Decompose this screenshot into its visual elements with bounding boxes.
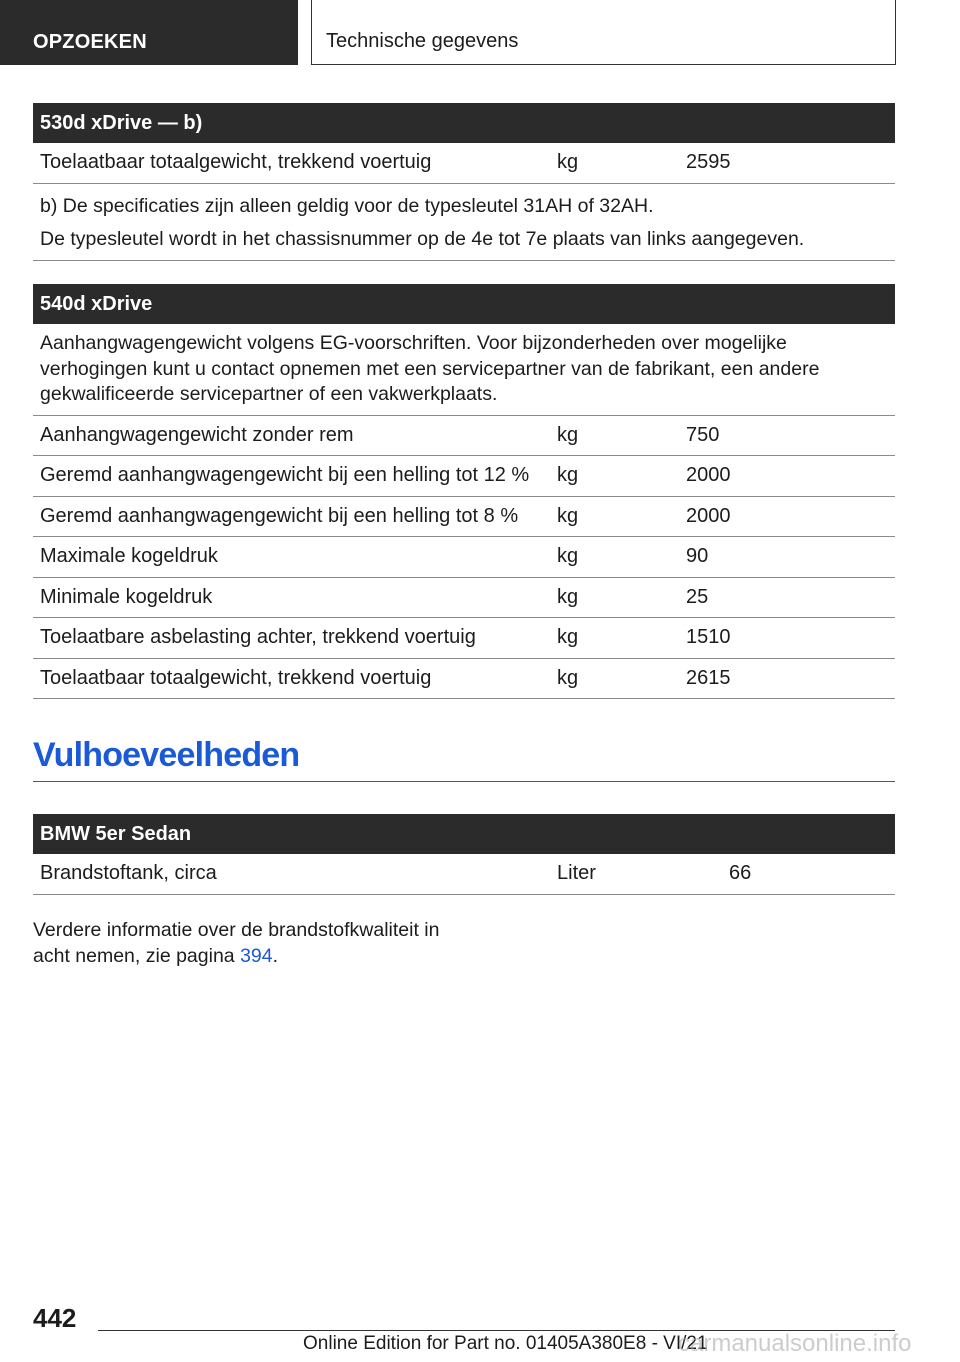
table-title: 540d xDrive: [33, 284, 895, 324]
row-label: Aanhangwagengewicht zonder rem: [40, 423, 354, 446]
table-intro: Aanhangwagengewicht volgens EG-voorschriften. Voor bijzonderheden over mogelijke verhogingen kunt u contact opnemen met een servicepartner van de fabrikant, een andere gekwalificeerde servicepartner of een vakwerkplaats.: [33, 324, 895, 416]
row-unit: kg: [557, 626, 579, 648]
table-title: BMW 5er Sedan: [33, 814, 895, 854]
section-tab[interactable]: OPZOEKEN: [0, 0, 298, 65]
row-label: Maximale kogeldruk: [40, 545, 218, 567]
table-row: [33, 659, 895, 700]
row-label: Geremd aanhangwagengewicht bij een helling tot 8 %: [40, 504, 519, 527]
table-footnote: [33, 184, 895, 261]
row-label: Minimale kogeldruk: [40, 585, 213, 608]
watermark: carmanualsonline.info: [678, 1330, 912, 1357]
table-title: 530d xDrive — b): [33, 103, 895, 143]
row-value: 1510: [686, 626, 731, 648]
row-unit: Liter: [557, 862, 596, 884]
row-label: Geremd aanhangwagengewicht bij een helling tot 12 %: [40, 464, 530, 486]
page-number: 442: [33, 1303, 77, 1333]
row-unit: kg: [557, 504, 579, 527]
spec-table-530d: [33, 103, 895, 261]
footnote-line: De typesleutel wordt in het chassisnummer op de 4e tot 7e plaats van links aangegeven.: [40, 227, 805, 250]
table-row: [33, 497, 895, 538]
page-header: [0, 0, 960, 66]
table-row: [33, 854, 895, 895]
row-value: 25: [686, 585, 709, 608]
info-text: Verdere informatie over de brandstofkwaliteit in acht nemen, zie pagina: [33, 919, 440, 967]
row-value: 2615: [686, 666, 731, 689]
row-unit: kg: [557, 585, 579, 608]
row-label: Toelaatbaar totaalgewicht, trekkend voertuig: [40, 666, 432, 689]
chapter-title: Technische gegevens: [311, 0, 896, 65]
row-value: 2000: [686, 504, 731, 527]
table-row: [33, 143, 895, 184]
page-reference-link[interactable]: 394: [240, 945, 273, 967]
row-label: Brandstoftank, circa: [40, 862, 217, 884]
row-unit: kg: [557, 423, 579, 446]
spec-table-540d: [33, 284, 895, 699]
row-label: Toelaatbaar totaalgewicht, trekkend voertuig: [40, 151, 432, 173]
row-unit: kg: [557, 666, 579, 689]
footer-edition: Online Edition for Part no. 01405A380E8 - VI/21: [303, 1333, 708, 1354]
row-unit: kg: [557, 151, 579, 173]
info-text-end: .: [272, 945, 279, 967]
section-heading: Vulhoeveelheden: [33, 736, 895, 782]
row-unit: kg: [557, 545, 579, 567]
row-value: 750: [686, 423, 720, 446]
row-unit: kg: [557, 464, 579, 486]
row-label: Toelaatbare asbelasting achter, trekkend voertuig: [40, 626, 476, 648]
table-row: [33, 618, 895, 659]
footnote-line: b) De specificaties zijn alleen geldig voor de typesleutel 31AH of 32AH.: [40, 194, 654, 217]
row-value: 2595: [686, 151, 731, 173]
row-value: 66: [729, 862, 752, 884]
table-row: [33, 537, 895, 578]
row-value: 2000: [686, 464, 731, 486]
capacity-table: [33, 814, 895, 895]
row-value: 90: [686, 545, 709, 567]
info-paragraph: [33, 917, 453, 969]
table-row: [33, 456, 895, 497]
table-row: [33, 416, 895, 457]
table-row: [33, 578, 895, 619]
